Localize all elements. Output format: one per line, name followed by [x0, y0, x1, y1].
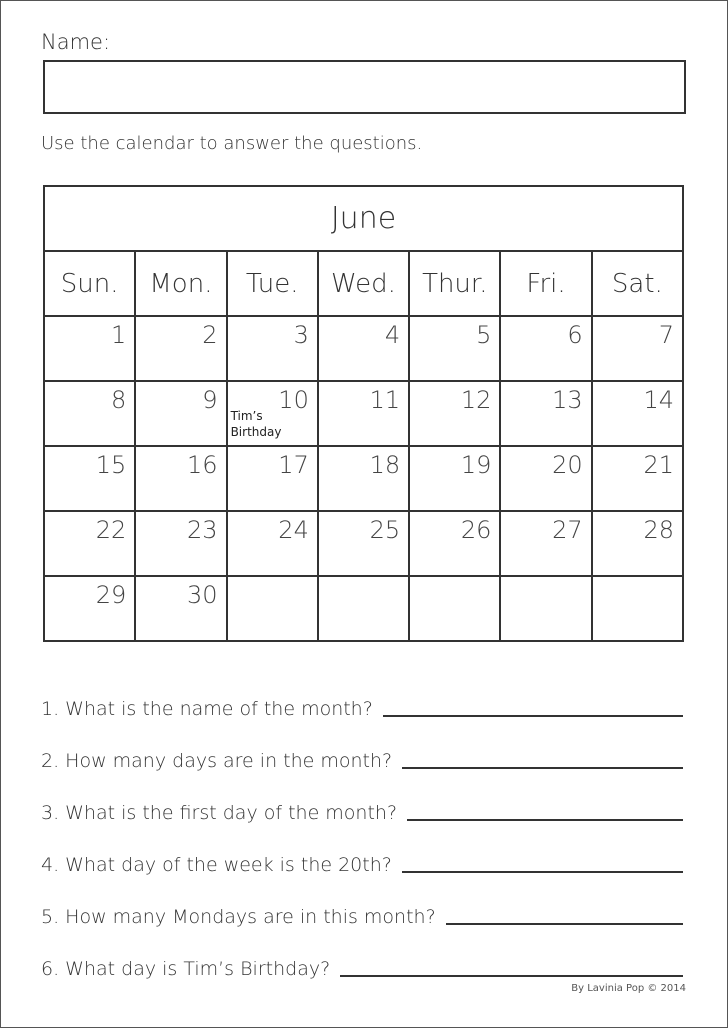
day-number: 3	[293, 321, 309, 349]
day-number: 23	[187, 516, 218, 544]
day-number: 19	[460, 451, 492, 479]
weekday-wed: Wed.	[318, 251, 409, 316]
answer-line[interactable]	[383, 714, 683, 717]
calendar-day-cell	[592, 316, 683, 381]
calendar-day-cell	[318, 316, 409, 381]
calendar-day-cell	[44, 446, 135, 511]
day-number: 21	[643, 451, 674, 479]
calendar-day-cell-empty	[409, 576, 500, 641]
question-text: 2. How many days are in the month?	[41, 750, 393, 772]
calendar-day-cell	[318, 381, 409, 446]
day-number: 20	[552, 451, 583, 479]
instructions: Use the calendar to answer the questions.	[41, 133, 423, 154]
calendar-day-cell	[135, 511, 226, 576]
question-list	[41, 668, 683, 980]
calendar-week-row	[44, 576, 683, 641]
answer-line[interactable]	[402, 766, 683, 769]
day-number: 28	[643, 516, 674, 544]
day-number: 13	[552, 386, 583, 414]
day-number: 22	[95, 516, 127, 544]
day-number: 14	[643, 386, 674, 414]
answer-line[interactable]	[407, 818, 683, 821]
calendar-day-cell-empty	[500, 576, 591, 641]
calendar-day-cell	[318, 511, 409, 576]
name-label: Name:	[41, 30, 111, 54]
day-number: 8	[111, 386, 127, 414]
day-number: 27	[552, 516, 583, 544]
calendar-day-cell-birthday	[227, 381, 318, 446]
calendar-day-cell	[135, 316, 226, 381]
day-number: 17	[278, 451, 309, 479]
answer-line[interactable]	[446, 922, 683, 925]
calendar-day-cell	[135, 381, 226, 446]
calendar-day-cell	[592, 446, 683, 511]
question-item	[41, 824, 683, 876]
day-number: 24	[278, 516, 309, 544]
calendar-day-cell	[227, 316, 318, 381]
weekday-tue: Tue.	[227, 251, 318, 316]
day-number: 26	[460, 516, 492, 544]
weekday-fri: Fri.	[500, 251, 591, 316]
calendar-day-cell	[44, 576, 135, 641]
calendar-day-cell	[592, 381, 683, 446]
calendar-day-cell	[592, 511, 683, 576]
day-number: 4	[384, 321, 401, 349]
calendar-day-cell-empty	[592, 576, 683, 641]
day-number: 12	[460, 386, 492, 414]
calendar-day-cell	[500, 381, 591, 446]
calendar-day-cell	[44, 316, 135, 381]
day-number: 30	[187, 581, 218, 609]
calendar-week-row	[44, 511, 683, 576]
day-number: 16	[187, 451, 218, 479]
question-item	[41, 876, 683, 928]
calendar-day-cell-empty	[318, 576, 409, 641]
calendar-day-cell	[500, 316, 591, 381]
calendar-day-cell	[409, 381, 500, 446]
calendar	[43, 185, 684, 642]
calendar-week-row	[44, 316, 683, 381]
day-number: 2	[202, 321, 218, 349]
day-number: 7	[658, 321, 674, 349]
calendar-day-cell	[500, 446, 591, 511]
calendar-day-cell	[135, 446, 226, 511]
question-text: 6. What day is Tim’s Birthday?	[41, 958, 331, 980]
weekday-thur: Thur.	[409, 251, 500, 316]
calendar-day-cell	[409, 316, 500, 381]
day-number: 10	[278, 386, 309, 414]
question-item	[41, 928, 683, 980]
question-text: 1. What is the name of the month?	[41, 698, 373, 720]
calendar-month-title: June	[44, 186, 683, 251]
weekday-sat: Sat.	[592, 251, 683, 316]
weekday-mon: Mon.	[135, 251, 226, 316]
weekday-sun: Sun.	[44, 251, 135, 316]
question-text: 4. What day of the week is the 20th?	[41, 854, 392, 876]
calendar-week-row	[44, 446, 683, 511]
day-number: 18	[369, 451, 401, 479]
answer-line[interactable]	[340, 974, 683, 977]
day-number: 5	[476, 321, 492, 349]
day-number: 29	[95, 581, 127, 609]
day-number: 11	[369, 386, 401, 414]
day-number: 15	[95, 451, 127, 479]
calendar-day-cell	[318, 446, 409, 511]
calendar-day-cell	[409, 446, 500, 511]
question-item	[41, 668, 683, 720]
weekday-header-row	[44, 251, 683, 316]
day-number: 9	[202, 386, 218, 414]
calendar-day-cell	[227, 446, 318, 511]
question-text: 3. What is the first day of the month?	[41, 802, 398, 824]
question-item	[41, 720, 683, 772]
calendar-day-cell	[500, 511, 591, 576]
event-label-birthday	[231, 408, 282, 440]
day-number: 1	[111, 321, 127, 349]
event-line: Tim’s	[230, 409, 263, 423]
question-text: 5. How many Mondays are in this month?	[41, 906, 436, 928]
calendar-week-row	[44, 381, 683, 446]
event-line: Birthday	[230, 425, 282, 439]
answer-line[interactable]	[402, 870, 683, 873]
question-item	[41, 772, 683, 824]
author-credit: By Lavinia Pop © 2014	[571, 983, 686, 994]
day-number: 6	[567, 321, 583, 349]
calendar-day-cell	[227, 511, 318, 576]
day-number: 25	[369, 516, 401, 544]
name-field[interactable]	[43, 60, 686, 114]
calendar-day-cell	[409, 511, 500, 576]
calendar-day-cell	[135, 576, 226, 641]
calendar-day-cell	[44, 381, 135, 446]
calendar-day-cell-empty	[227, 576, 318, 641]
calendar-day-cell	[44, 511, 135, 576]
